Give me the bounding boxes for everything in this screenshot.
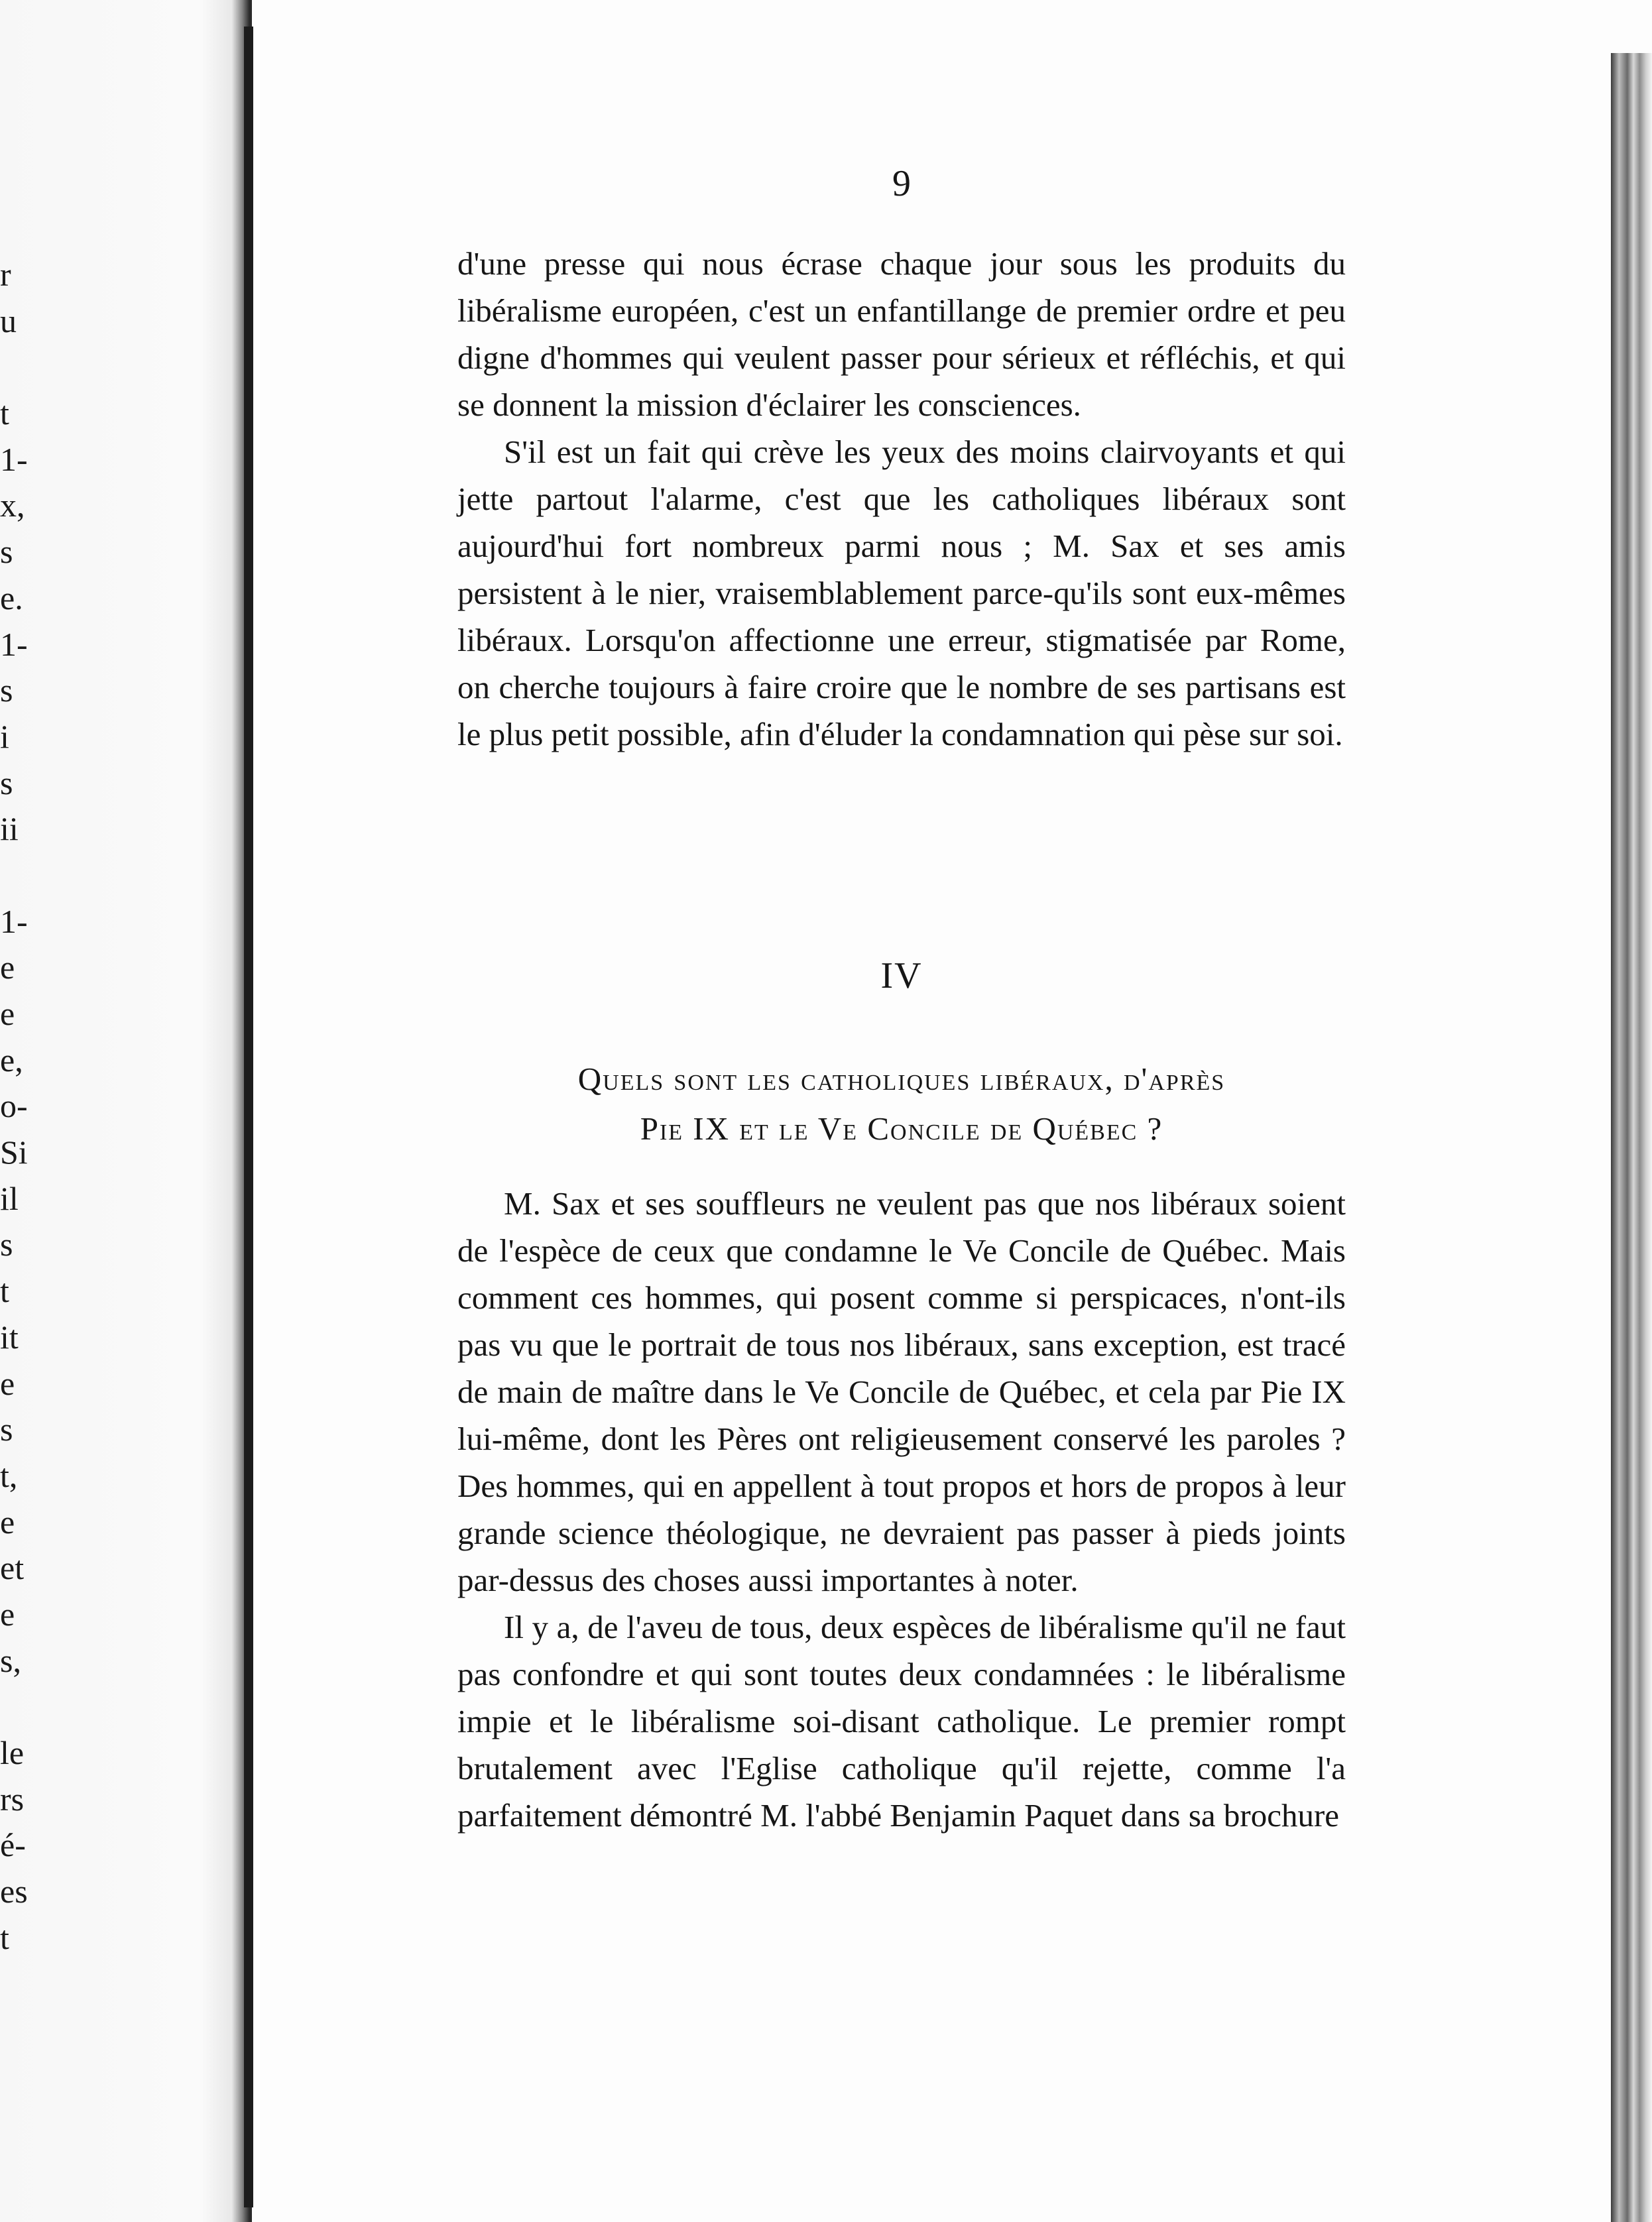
previous-page-fragment: o- <box>0 1087 28 1125</box>
previous-page-fragment: e. <box>0 579 23 616</box>
previous-page-fragment: le <box>0 1734 25 1771</box>
previous-page-fragment: t <box>0 1918 9 1956</box>
paragraph-3: Il y a, de l'aveu de tous, deux espèces de libéralisme qu'il ne faut pas confondre et qui sont toutes deux condamnées : le libéralisme impie et le libéralisme soi-disant catholique. Le premier rompt brutalement avec l'Eglise catholique qu'il rejette, comme l'a parfaitement démontré M. l'abbé Benjamin Paquet dans sa brochure <box>457 1609 1346 1834</box>
previous-page-fragment: es <box>0 1873 28 1910</box>
previous-page-fragment: t, <box>0 1456 18 1494</box>
previous-page-fragment: s, <box>0 1641 21 1679</box>
previous-page-fragment: s <box>0 672 13 709</box>
previous-page-fragment: t <box>0 394 9 432</box>
previous-page-fragment: s <box>0 1411 13 1448</box>
book-gutter <box>244 27 253 2207</box>
previous-page-fragment: e <box>0 995 15 1032</box>
previous-page-fragment: s <box>0 533 13 571</box>
previous-page-text-fragments <box>0 252 38 1961</box>
previous-page-fragment <box>0 852 38 899</box>
previous-page-fragment: rs <box>0 1780 25 1818</box>
previous-page-fragment: s <box>0 1226 13 1263</box>
continuation-paragraph: d'une presse qui nous écrase chaque jour sous les produits du libéralisme européen, c'est un enfantillange de premier ordre et peu digne d'hommes qui veulent passer pour sérieux et réfléchis, et qui se donnent la mission d'éclairer les consciences. <box>457 245 1346 423</box>
previous-page-fragment: e <box>0 1595 15 1633</box>
previous-page-fragment: i <box>0 717 9 755</box>
previous-page-fragment <box>0 344 38 390</box>
previous-page-fragment: é- <box>0 1826 26 1864</box>
previous-page-fragment: et <box>0 1549 25 1587</box>
page-number: 9 <box>892 163 911 204</box>
previous-page-fragment: 1- <box>0 625 28 663</box>
text-block-bottom <box>457 1180 1346 1839</box>
previous-page-fragment: e, <box>0 1041 23 1079</box>
previous-page-fragment: s <box>0 764 13 801</box>
previous-page-fragment: r <box>0 256 11 293</box>
previous-page-fragment: il <box>0 1179 19 1217</box>
section-heading-line-1: Quels sont les catholiques libéraux, d'après <box>577 1061 1226 1097</box>
previous-page-fragment: it <box>0 1318 19 1356</box>
paragraph-2: M. Sax et ses souffleurs ne veulent pas que nos libéraux soient de l'espèce de ceux que condamne le Ve Concile de Québec. Mais comment ces hommes, qui posent comme si perspicaces, n'ont-ils pas vu que le portrait de tous nos libéraux, sans exception, est tracé de main de maître dans le Ve Concile de Québec, et cela par Pie IX lui-même, dont les Pères ont religieusement conservé les paroles ? Des hommes, qui en appellent à tout propos et hors de propos à leur grande science théologique, ne devraient pas passer à pieds joints par-dessus des choses aussi importantes à noter. <box>457 1185 1346 1598</box>
previous-page-fragment: Si <box>0 1134 28 1171</box>
previous-page-fragment: 1- <box>0 902 28 940</box>
previous-page-fragment: x, <box>0 487 25 524</box>
text-block-top <box>457 240 1346 758</box>
previous-page-fragment: e <box>0 1503 15 1541</box>
previous-page-fragment: t <box>0 1272 9 1310</box>
previous-page-fragment <box>0 1684 38 1730</box>
section-heading <box>457 1054 1346 1153</box>
paragraph-1: S'il est un fait qui crève les yeux des moins clairvoyants et qui jette partout l'alarme, c'est que les catholiques libéraux sont aujourd'hui fort nombreux parmi nous ; M. Sax et ses amis persistent à le nier, vraisemblablement parce-qu'ils sont eux-mêmes libéraux. Lorsqu'on affectionne une erreur, stigmatisée par Rome, on cherche toujours à faire croire que le nombre de ses partisans est le plus petit possible, afin d'éluder la condamnation qui pèse sur soi. <box>457 434 1346 752</box>
previous-page-fragment: ii <box>0 810 19 848</box>
page-top-corner <box>1572 0 1652 53</box>
previous-page-fragment: e <box>0 1364 15 1402</box>
previous-page-fragment: 1- <box>0 440 28 478</box>
previous-page-fragment: e <box>0 949 15 986</box>
section-number: IV <box>880 955 923 996</box>
page-stack-edge <box>1611 0 1652 2222</box>
section-heading-line-2: Pie IX et le Ve Concile de Québec ? <box>640 1110 1163 1147</box>
previous-page-fragment: u <box>0 302 17 339</box>
